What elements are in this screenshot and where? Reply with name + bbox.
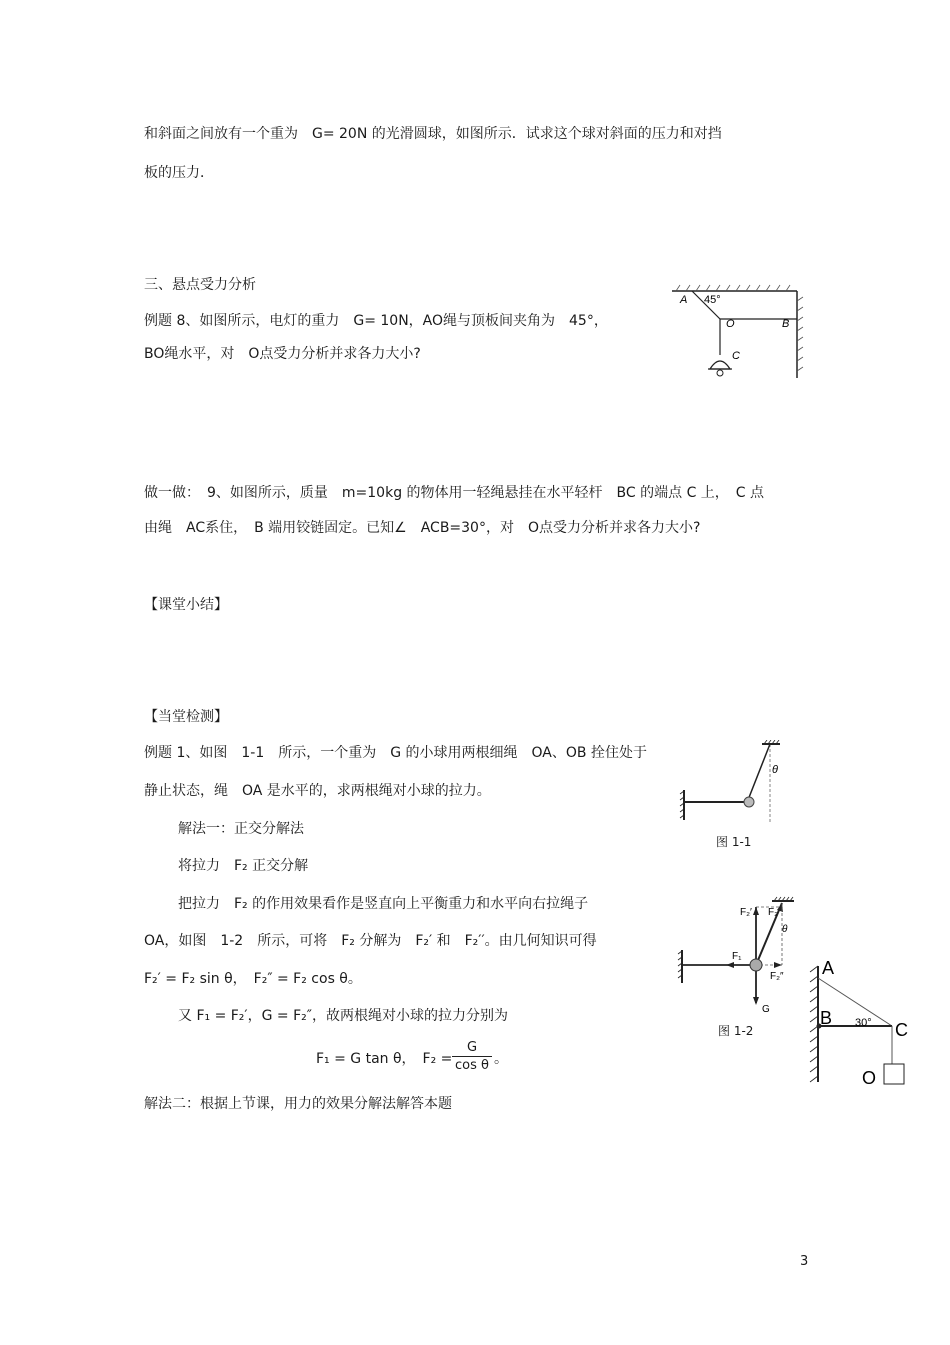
fraction-denominator: cos θ — [452, 1056, 492, 1075]
lamp-figure — [670, 283, 810, 383]
example-8-line-2: BO绳水平，对 O点受力分析并求各力大小? — [144, 346, 421, 362]
abc-figure — [800, 950, 920, 1090]
abc-label-c: C — [895, 1020, 908, 1040]
lamp-label-c: C — [732, 350, 740, 362]
fig12-f2: F₂ — [768, 907, 778, 918]
try-line-2: 由绳 AC系住， B 端用铰链固定。已知∠ ACB=30°，对 O点受力分析并求各力大小? — [144, 520, 701, 536]
fig12-f1: F₁ — [732, 951, 742, 962]
fig12-f2-double-prime: F₂″ — [770, 971, 784, 982]
example-1-line-1: 例题 1、如图 1-1 所示，一个重为 G 的小球用两根细绳 OA、OB 拴住处于 — [144, 745, 647, 761]
solution-1-step-1: 将拉力 F₂ 正交分解 — [178, 858, 309, 874]
formula-3-end: 。 — [494, 1051, 508, 1067]
figure-1-1 — [678, 740, 808, 825]
figure-1-2 — [676, 895, 816, 1020]
formula-1: F₂′ = F₂ sin θ， F₂″ = F₂ cos θ。 — [144, 971, 362, 987]
summary-heading: 【课堂小结】 — [144, 597, 228, 613]
lamp-label-b: B — [782, 318, 790, 330]
lamp-label-a: A — [680, 294, 688, 306]
figure-1-2-caption: 图 1-2 — [718, 1024, 754, 1038]
figure-1-1-caption: 图 1-1 — [716, 835, 752, 849]
intro-line-2: 板的压力． — [144, 165, 214, 181]
abc-label-o: O — [862, 1068, 877, 1088]
solution-2: 解法二：根据上节课，用力的效果分解法解答本题 — [144, 1096, 452, 1112]
try-line-1: 做一做： 9、如图所示，质量 m=10kg 的物体用一轻绳悬挂在水平轻杆 BC 的端点 C 上， C 点 — [144, 485, 765, 501]
solution-1-step-2: 把拉力 F₂ 的作用效果看作是竖直向上平衡重力和水平向右拉绳子 — [178, 896, 589, 912]
formula-2: 又 F₁ = F₂′，G = F₂″，故两根绳对小球的拉力分别为 — [178, 1008, 508, 1024]
abc-angle-label: 30° — [855, 1017, 872, 1029]
page-number: 3 — [800, 1254, 809, 1269]
section-3-heading: 三、悬点受力分析 — [144, 277, 256, 293]
example-8-line-1: 例题 8、如图所示，电灯的重力 G= 10N，AO绳与顶板间夹角为 45°， — [144, 313, 608, 329]
check-heading: 【当堂检测】 — [144, 709, 228, 725]
example-1-line-2: 静止状态，绳 OA 是水平的，求两根绳对小球的拉力。 — [144, 783, 491, 799]
fraction — [452, 1040, 492, 1075]
solution-1-step-3: OA，如图 1-2 所示，可将 F₂ 分解为 F₂′ 和 F₂′′。由几何知识可得 — [144, 933, 597, 949]
abc-label-b: B — [820, 1008, 833, 1028]
fig12-f2-prime: F₂′ — [740, 907, 752, 918]
fig11-theta: θ — [772, 764, 778, 776]
intro-line-1: 和斜面之间放有一个重为 G= 20N 的光滑圆球，如图所示．试求这个球对斜面的压力和对挡 — [144, 126, 722, 142]
formula-3-left: F₁ = G tan θ， F₂ = — [316, 1051, 453, 1067]
solution-1-title: 解法一：正交分解法 — [178, 821, 304, 837]
fig12-g: G — [762, 1004, 770, 1015]
fraction-numerator: G — [466, 1040, 478, 1055]
lamp-angle-label: 45° — [704, 294, 721, 306]
lamp-label-o: O — [726, 318, 735, 330]
abc-label-a: A — [822, 958, 835, 978]
fig12-theta: θ — [782, 924, 788, 935]
